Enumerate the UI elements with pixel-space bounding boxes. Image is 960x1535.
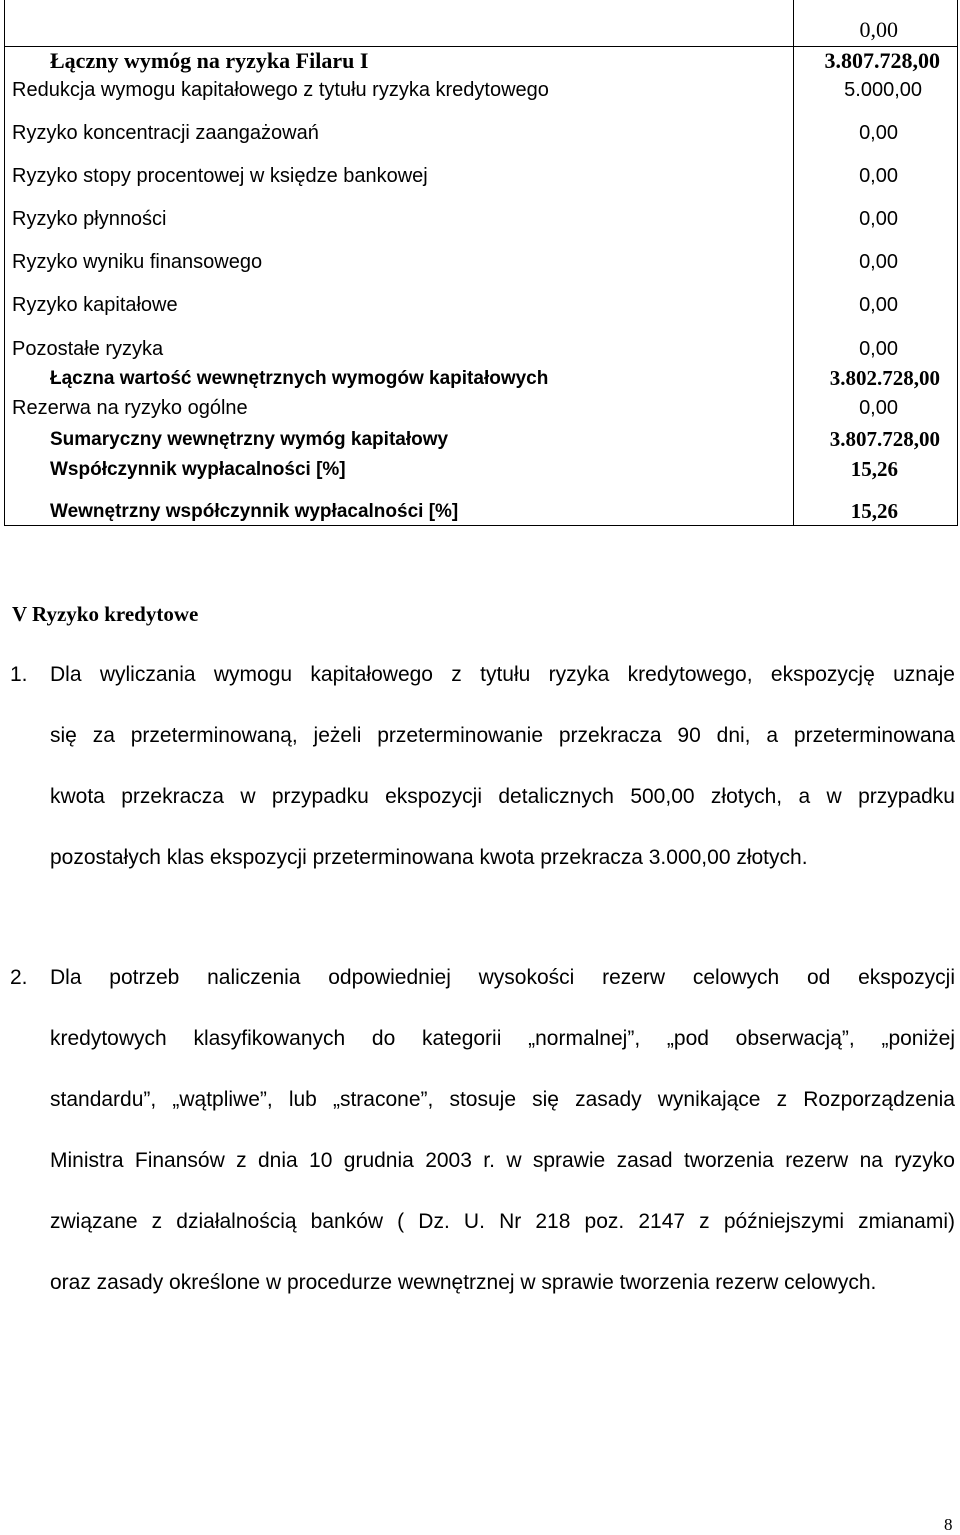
paragraph-line: Dla potrzeb naliczenia odpowiedniej wysokości rezerw celowych od ekspozycji — [50, 966, 955, 989]
row-value: 0,00 — [859, 397, 898, 419]
row-value: 0,00 — [859, 294, 898, 316]
paragraph-line: pozostałych klas ekspozycji przeterminowana kwota przekracza 3.000,00 złotych. — [50, 846, 808, 869]
row-label: Współczynnik wypłacalności [%] — [50, 459, 346, 480]
table-border-middle — [793, 0, 794, 526]
row-value: 0,00 — [859, 338, 898, 360]
row-label: Ryzyko kapitałowe — [12, 294, 178, 316]
section-heading: V Ryzyko kredytowe — [12, 602, 199, 626]
row-label: Rezerwa na ryzyko ogólne — [12, 397, 248, 419]
row-label: Sumaryczny wewnętrzny wymóg kapitałowy — [50, 429, 449, 450]
row-label: Wewnętrzny współczynnik wypłacalności [%] — [50, 501, 459, 522]
row-label: Łączny wymóg na ryzyka Filaru I — [50, 48, 369, 73]
row-label: Ryzyko koncentracji zaangażowań — [12, 122, 319, 144]
paragraph-line: standardu”, „wątpliwe”, lub „stracone”, stosuje się zasady wynikające z Rozporządzenia — [50, 1088, 955, 1111]
row-value: 0,00 — [859, 251, 898, 273]
paragraph-line: kredytowych klasyfikowanych do kategorii „normalnej”, „pod obserwacją”, „poniżej — [50, 1027, 955, 1050]
row-value: 0,00 — [859, 208, 898, 230]
page-number: 8 — [944, 1515, 953, 1534]
table-border-left — [4, 0, 5, 526]
paragraph-number: 2. — [10, 966, 28, 989]
table-border-right — [957, 0, 958, 526]
row-value: 3.802.728,00 — [829, 366, 940, 390]
paragraph-line: kwota przekracza w przypadku ekspozycji detalicznych 500,00 złotych, a w przypadku — [50, 785, 955, 808]
row-label: Redukcja wymogu kapitałowego z tytułu ryzyka kredytowego — [12, 79, 549, 101]
row-value: 5.000,00 — [844, 79, 922, 101]
row-label: Ryzyko wyniku finansowego — [12, 251, 263, 273]
paragraph-number: 1. — [10, 663, 28, 686]
row-value: 0,00 — [859, 17, 898, 42]
paragraph-line: Ministra Finansów z dnia 10 grudnia 2003 r. w sprawie zasad tworzenia rezerw na ryzyko — [50, 1149, 955, 1172]
row-value: 0,00 — [859, 165, 898, 187]
row-value: 3.807.728,00 — [824, 48, 940, 73]
row-label: Ryzyko płynności — [12, 208, 167, 230]
row-value: 15,26 — [850, 499, 898, 523]
row-label: Pozostałe ryzyka — [12, 338, 164, 360]
row-value: 15,26 — [850, 457, 898, 481]
row-label: Ryzyko stopy procentowej w księdze bankowej — [12, 165, 428, 187]
row-value: 3.807.728,00 — [829, 427, 940, 451]
table-row-divider — [4, 46, 958, 47]
row-value: 0,00 — [859, 122, 898, 144]
row-label: Łączna wartość wewnętrznych wymogów kapitałowych — [50, 368, 549, 389]
paragraph-line: się za przeterminowaną, jeżeli przeterminowanie przekracza 90 dni, a przeterminowana — [50, 724, 955, 747]
paragraph-line: Dla wyliczania wymogu kapitałowego z tytułu ryzyka kredytowego, ekspozycję uznaje — [50, 663, 955, 686]
paragraph-line: związane z działalnością banków ( Dz. U. Nr 218 poz. 2147 z późniejszymi zmianami) — [50, 1210, 955, 1233]
paragraph-line: oraz zasady określone w procedurze wewnętrznej w sprawie tworzenia rezerw celowych. — [50, 1271, 877, 1294]
table-border-bottom — [4, 525, 958, 526]
